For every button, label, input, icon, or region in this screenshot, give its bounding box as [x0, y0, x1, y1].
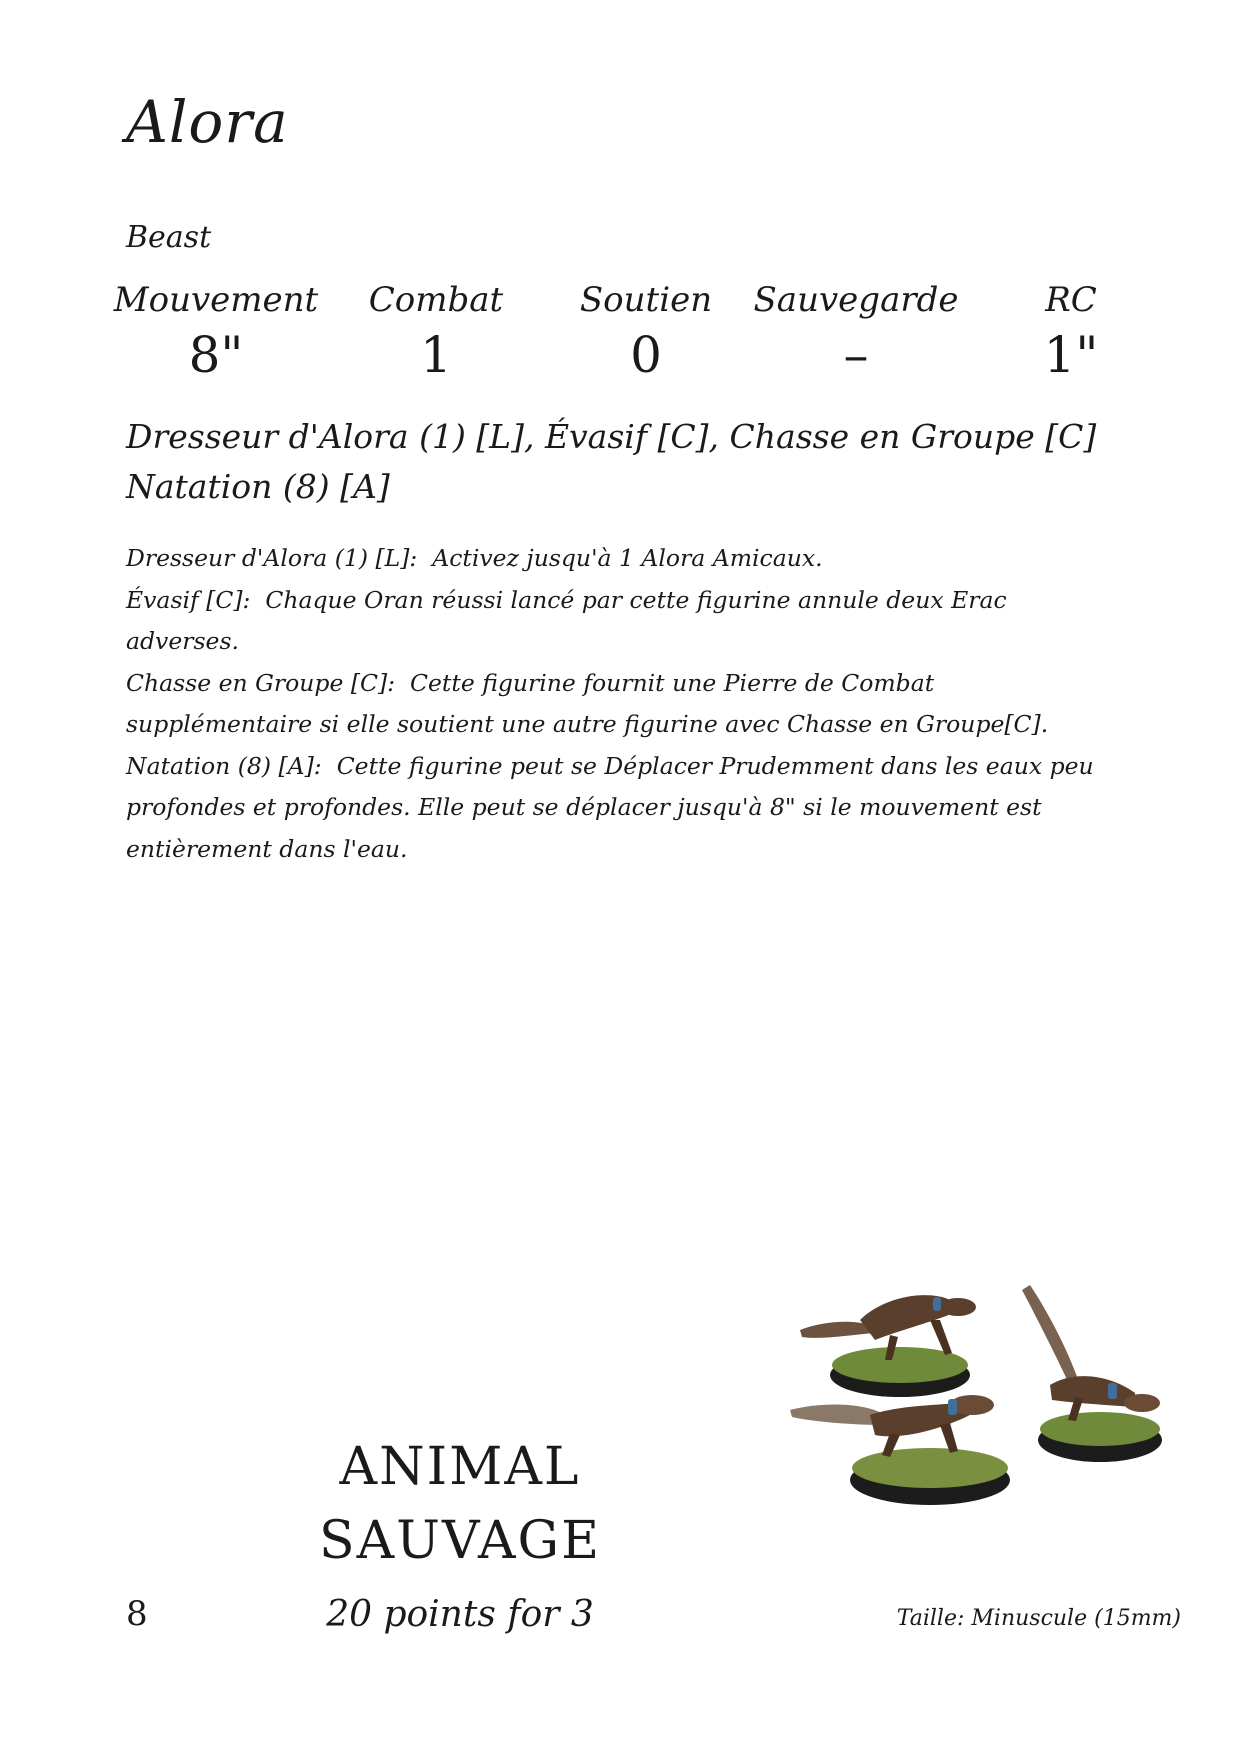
stat-save: [754, 280, 959, 384]
rule-name: Évasif [C]:: [126, 585, 251, 614]
stat-value: 0: [630, 326, 662, 384]
rule-text: Chaque Oran réussi lancé par cette figurine annule deux Erac adverses.: [126, 585, 1007, 655]
page-title: Alora: [126, 88, 289, 156]
miniature-top-left: [800, 1295, 976, 1397]
stat-value: –: [843, 326, 869, 384]
stat-label: RC: [1045, 280, 1097, 320]
rule-text: Activez jusqu'à 1 Alora Amicaux.: [432, 544, 823, 572]
stat-movement: [114, 280, 318, 384]
miniature-right: [1022, 1285, 1162, 1462]
rules-summary-line: Natation (8) [A]: [126, 467, 390, 506]
stat-support: [580, 280, 712, 384]
stat-label: Sauvegarde: [753, 280, 959, 320]
stat-label: Mouvement: [113, 280, 319, 320]
stat-label: Combat: [368, 280, 504, 320]
stat-rc: [1044, 280, 1099, 384]
points-cost: 20 points for 3: [326, 1594, 594, 1635]
rule-name: Natation (8) [A]:: [126, 751, 322, 780]
stat-combat: [369, 280, 503, 384]
rule-chasse: [126, 663, 1116, 746]
rule-name: Chasse en Groupe [C]:: [126, 668, 396, 697]
stat-label: Soutien: [579, 280, 713, 320]
model-size: Taille: Minuscule (15mm): [896, 1606, 1181, 1631]
page-number: 8: [126, 1594, 148, 1634]
rule-text: Cette figurine fournit une Pierre de Combat supplémentaire si elle soutient une autre figurine avec Chasse en Groupe[C].: [126, 668, 1049, 738]
rule-name: Dresseur d'Alora (1) [L]:: [126, 544, 418, 572]
faction-line: ANIMAL: [339, 1437, 581, 1497]
stat-value: 8": [188, 326, 244, 384]
rules-summary: [126, 412, 1126, 512]
stat-value: 1": [1043, 326, 1099, 384]
rule-text: Cette figurine peut se Déplacer Prudemment dans les eaux peu profondes et profondes. Elle peut se déplacer jusqu'à 8" si le mouvement est entièrement dans l'eau.: [126, 751, 1094, 863]
miniatures-photo: [790, 1275, 1180, 1525]
unit-type: Beast: [126, 220, 212, 255]
faction-name: [270, 1430, 650, 1578]
miniature-bottom-left: [790, 1395, 1010, 1505]
rule-evasif: [126, 580, 1116, 663]
rules-summary-line: Dresseur d'Alora (1) [L], Évasif [C], Chasse en Groupe [C]: [126, 417, 1097, 456]
rule-dresseur: [126, 538, 1116, 580]
faction-line: SAUVAGE: [318, 1511, 602, 1571]
rule-natation: [126, 746, 1116, 871]
rules-list: [126, 538, 1116, 870]
stat-block: [113, 280, 1106, 390]
stat-value: 1: [420, 326, 452, 384]
